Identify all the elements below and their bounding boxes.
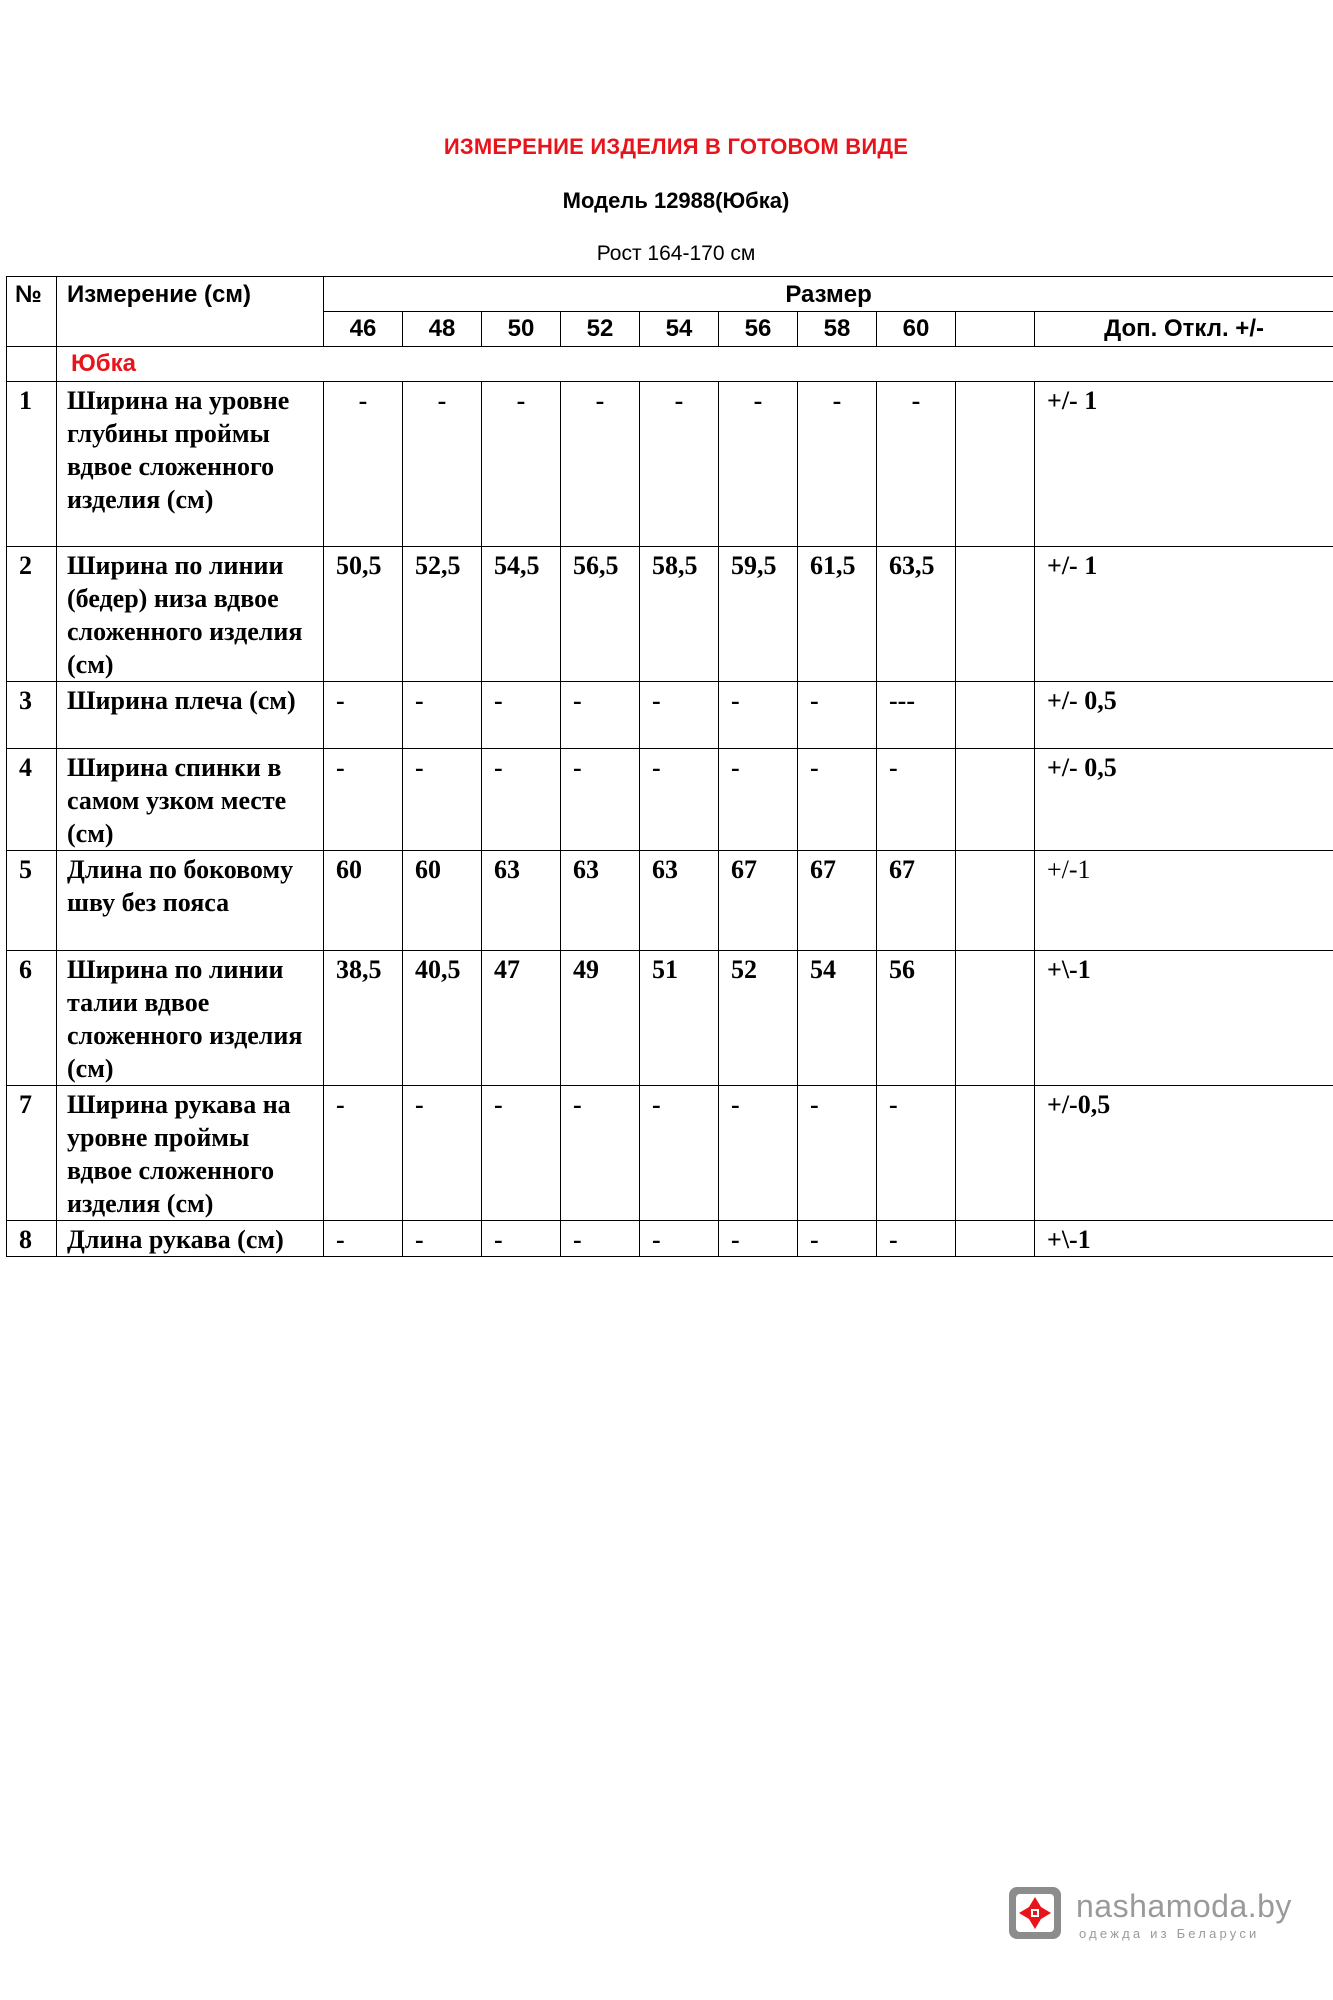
size-value-cell: - bbox=[561, 382, 640, 547]
measurement-table bbox=[6, 276, 1333, 1257]
size-value-cell: - bbox=[877, 1086, 956, 1221]
measurement-name: Ширина по линии (бедер) низа вдвое сложенного изделия (см) bbox=[57, 547, 324, 682]
size-value-cell: 38,5 bbox=[324, 951, 403, 1086]
ornament-icon bbox=[1006, 1884, 1064, 1942]
row-number: 8 bbox=[7, 1221, 57, 1257]
size-value-cell: - bbox=[403, 382, 482, 547]
size-value-cell: - bbox=[482, 1221, 561, 1257]
size-value-cell: - bbox=[403, 1221, 482, 1257]
tolerance-value: +/-0,5 bbox=[1035, 1086, 1333, 1221]
size-value-cell: - bbox=[877, 1221, 956, 1257]
size-value-cell: --- bbox=[877, 682, 956, 749]
empty-cell bbox=[956, 382, 1035, 547]
size-value-cell: - bbox=[798, 382, 877, 547]
empty-cell bbox=[956, 951, 1035, 1086]
size-value-cell: - bbox=[719, 1086, 798, 1221]
measurement-name: Длина по боковому шву без пояса bbox=[57, 851, 324, 951]
size-value-cell: - bbox=[798, 682, 877, 749]
size-value-cell: 61,5 bbox=[798, 547, 877, 682]
measurement-name: Ширина рукава на уровне проймы вдвое сложенного изделия (см) bbox=[57, 1086, 324, 1221]
watermark-tagline: одежда из Беларуси bbox=[1079, 1926, 1260, 1941]
size-value-cell: - bbox=[561, 749, 640, 851]
size-value-cell: 56,5 bbox=[561, 547, 640, 682]
measurement-name: Ширина спинки в самом узком месте (см) bbox=[57, 749, 324, 851]
size-value-cell: 58,5 bbox=[640, 547, 719, 682]
size-value-cell: 59,5 bbox=[719, 547, 798, 682]
tolerance-value: +/- 1 bbox=[1035, 547, 1333, 682]
size-value-cell: 60 bbox=[403, 851, 482, 951]
tolerance-value: +/-1 bbox=[1035, 851, 1333, 951]
tolerance-value: +\-1 bbox=[1035, 951, 1333, 1086]
empty-cell bbox=[956, 682, 1035, 749]
size-header: 60 bbox=[877, 312, 956, 347]
size-value-cell: - bbox=[561, 1086, 640, 1221]
size-value-cell: - bbox=[403, 682, 482, 749]
size-value-cell: 52 bbox=[719, 951, 798, 1086]
size-value-cell: - bbox=[482, 1086, 561, 1221]
empty-size-header bbox=[956, 312, 1035, 347]
empty-cell bbox=[956, 1086, 1035, 1221]
table-row bbox=[7, 951, 1333, 1086]
size-value-cell: 67 bbox=[798, 851, 877, 951]
row-number: 3 bbox=[7, 682, 57, 749]
row-number: 6 bbox=[7, 951, 57, 1086]
size-value-cell: - bbox=[561, 1221, 640, 1257]
size-value-cell: - bbox=[482, 749, 561, 851]
size-value-cell: 67 bbox=[877, 851, 956, 951]
size-value-cell: 52,5 bbox=[403, 547, 482, 682]
size-value-cell: - bbox=[640, 749, 719, 851]
size-value-cell: 56 bbox=[877, 951, 956, 1086]
document-title: ИЗМЕРЕНИЕ ИЗДЕЛИЯ В ГОТОВОМ ВИДЕ bbox=[443, 134, 909, 159]
size-value-cell: - bbox=[719, 682, 798, 749]
size-value-cell: - bbox=[403, 1086, 482, 1221]
column-header-number: № bbox=[7, 277, 57, 347]
empty-cell bbox=[956, 851, 1035, 951]
size-value-cell: 63 bbox=[561, 851, 640, 951]
size-value-cell: - bbox=[640, 382, 719, 547]
model-label: Модель 12988(Юбка) bbox=[562, 188, 790, 213]
size-value-cell: - bbox=[640, 1221, 719, 1257]
table-row bbox=[7, 1086, 1333, 1221]
size-value-cell: - bbox=[324, 1221, 403, 1257]
table-row bbox=[7, 382, 1333, 547]
measurement-name: Ширина плеча (см) bbox=[57, 682, 324, 749]
empty-cell bbox=[956, 1221, 1035, 1257]
measurement-name: Ширина по линии талии вдвое сложенного изделия (см) bbox=[57, 951, 324, 1086]
row-number: 7 bbox=[7, 1086, 57, 1221]
table-row bbox=[7, 1221, 1333, 1257]
size-value-cell: 54,5 bbox=[482, 547, 561, 682]
empty-cell bbox=[956, 547, 1035, 682]
size-header: 50 bbox=[482, 312, 561, 347]
header-row-1 bbox=[7, 277, 1333, 312]
size-value-cell: 49 bbox=[561, 951, 640, 1086]
size-value-cell: - bbox=[324, 382, 403, 547]
measurement-name: Длина рукава (см) bbox=[57, 1221, 324, 1257]
size-value-cell: 50,5 bbox=[324, 547, 403, 682]
watermark-logo bbox=[1006, 1884, 1296, 1944]
table-row bbox=[7, 682, 1333, 749]
height-label: Рост 164-170 см bbox=[596, 242, 756, 265]
size-value-cell: 60 bbox=[324, 851, 403, 951]
size-value-cell: - bbox=[561, 682, 640, 749]
tolerance-value: +/- 0,5 bbox=[1035, 749, 1333, 851]
size-header: 52 bbox=[561, 312, 640, 347]
measurement-name: Ширина на уровне глубины проймы вдвое сложенного изделия (см) bbox=[57, 382, 324, 547]
size-header: 56 bbox=[719, 312, 798, 347]
size-value-cell: - bbox=[324, 749, 403, 851]
size-header: 46 bbox=[324, 312, 403, 347]
table-row bbox=[7, 749, 1333, 851]
size-value-cell: 63 bbox=[640, 851, 719, 951]
column-header-measurement: Измерение (см) bbox=[57, 277, 324, 347]
size-value-cell: 67 bbox=[719, 851, 798, 951]
tolerance-value: +/- 1 bbox=[1035, 382, 1333, 547]
row-number: 5 bbox=[7, 851, 57, 951]
size-header: 54 bbox=[640, 312, 719, 347]
size-value-cell: 63 bbox=[482, 851, 561, 951]
size-value-cell: - bbox=[719, 382, 798, 547]
size-value-cell: - bbox=[719, 749, 798, 851]
empty-cell bbox=[956, 749, 1035, 851]
size-value-cell: 47 bbox=[482, 951, 561, 1086]
size-value-cell: - bbox=[798, 1221, 877, 1257]
size-header: 48 bbox=[403, 312, 482, 347]
size-value-cell: - bbox=[877, 749, 956, 851]
row-number: 1 bbox=[7, 382, 57, 547]
size-value-cell: - bbox=[877, 382, 956, 547]
section-label: Юбка bbox=[57, 347, 1333, 382]
row-number: 2 bbox=[7, 547, 57, 682]
column-header-size: Размер bbox=[324, 277, 1333, 312]
size-value-cell: 40,5 bbox=[403, 951, 482, 1086]
size-value-cell: - bbox=[640, 682, 719, 749]
size-value-cell: - bbox=[640, 1086, 719, 1221]
row-number: 4 bbox=[7, 749, 57, 851]
size-value-cell: - bbox=[482, 382, 561, 547]
size-value-cell: 54 bbox=[798, 951, 877, 1086]
section-row bbox=[7, 347, 1333, 382]
tolerance-value: +\-1 bbox=[1035, 1221, 1333, 1257]
table-row bbox=[7, 547, 1333, 682]
size-value-cell: - bbox=[719, 1221, 798, 1257]
tolerance-value: +/- 0,5 bbox=[1035, 682, 1333, 749]
table-row bbox=[7, 851, 1333, 951]
size-value-cell: 63,5 bbox=[877, 547, 956, 682]
size-value-cell: - bbox=[482, 682, 561, 749]
size-value-cell: 51 bbox=[640, 951, 719, 1086]
size-value-cell: - bbox=[403, 749, 482, 851]
size-value-cell: - bbox=[798, 749, 877, 851]
column-header-tolerance: Доп. Откл. +/- bbox=[1035, 312, 1333, 347]
size-value-cell: - bbox=[324, 1086, 403, 1221]
size-header: 58 bbox=[798, 312, 877, 347]
size-value-cell: - bbox=[324, 682, 403, 749]
size-value-cell: - bbox=[798, 1086, 877, 1221]
watermark-brand: nashamoda.by bbox=[1076, 1888, 1292, 1924]
section-number-cell bbox=[7, 347, 57, 382]
